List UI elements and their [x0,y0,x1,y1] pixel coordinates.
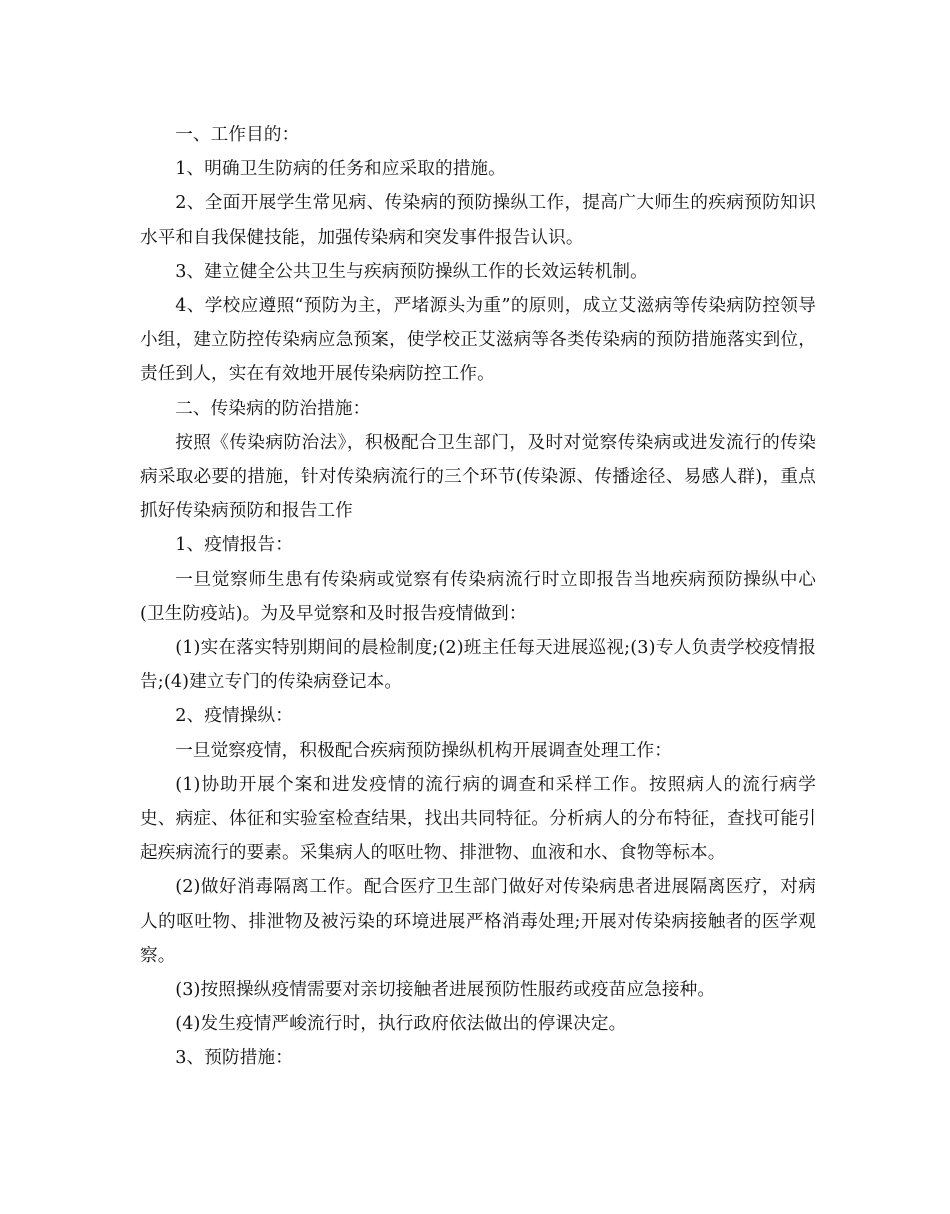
subsection-heading: 2、疫情操纵： [175,706,293,727]
section-heading: 一、工作目的： [175,125,300,145]
paragraph: 3、建立健全公共卫生与疾病预防操纵工作的长效运转机制。 [175,261,648,282]
subsection-heading: 1、疫情报告： [175,535,293,556]
subsection-heading: 3、预防措施： [175,1048,293,1069]
paragraph: 1、明确卫生防病的任务和应采取的措施。 [175,159,506,180]
paragraph: (4)发生疫情严峻流行时，执行政府依法做出的停课决定。 [175,1014,627,1035]
paragraph: (1)协助开展个案和进发疫情的流行病的调查和采样工作。按照病人的流行病学史、病症、体征和实验室检查结果，找出共同特征。分析病人的分布特征，查找可能引起疾病流行的要素。采集病人的呕吐物、排泄物、血液和水、食物等标本。 [140,774,816,864]
paragraph: 按照《传染病防治法》，积极配合卫生部门，及时对觉察传染病或进发流行的传染病采取必要的措施，针对传染病流行的三个环节(传染源、传播途径、易感人群)，重点抓好传染病预防和报告工作 [140,432,816,522]
paragraph: (1)实在落实特别期间的晨检制度;(2)班主任每天进展巡视;(3)专人负责学校疫情报告;(4)建立专门的传染病登记本。 [140,638,816,693]
paragraph: 2、全面开展学生常见病、传染病的预防操纵工作，提高广大师生的疾病预防知识水平和自我保健技能，加强传染病和突发事件报告认识。 [140,193,816,248]
document-body [140,118,816,1076]
paragraph: (3)按照操纵疫情需要对亲切接触者进展预防性服药或疫苗应急接种。 [175,980,716,1001]
section-heading: 二、传染病的防治措施： [175,398,371,419]
paragraph: (2)做好消毒隔离工作。配合医疗卫生部门做好对传染病患者进展隔离医疗，对病人的呕吐物、排泄物及被污染的环境进展严格消毒处理;开展对传染病接触者的医学观察。 [140,877,816,966]
paragraph: 一旦觉察师生患有传染病或觉察有传染病流行时立即报告当地疾病预防操纵中心(卫生防疫站)。为及早觉察和及时报告疫情做到： [140,569,816,624]
paragraph: 一旦觉察疫情，积极配合疾病预防操纵机构开展调查处理工作： [175,740,673,761]
paragraph: 4、学校应遵照“预防为主，严堵源头为重”的原则，成立艾滋病等传染病防控领导小组，建立防控传染病应急预案，使学校正艾滋病等各类传染病的预防措施落实到位，责任到人，实在有效地开展传染病防控工作。 [140,296,816,385]
